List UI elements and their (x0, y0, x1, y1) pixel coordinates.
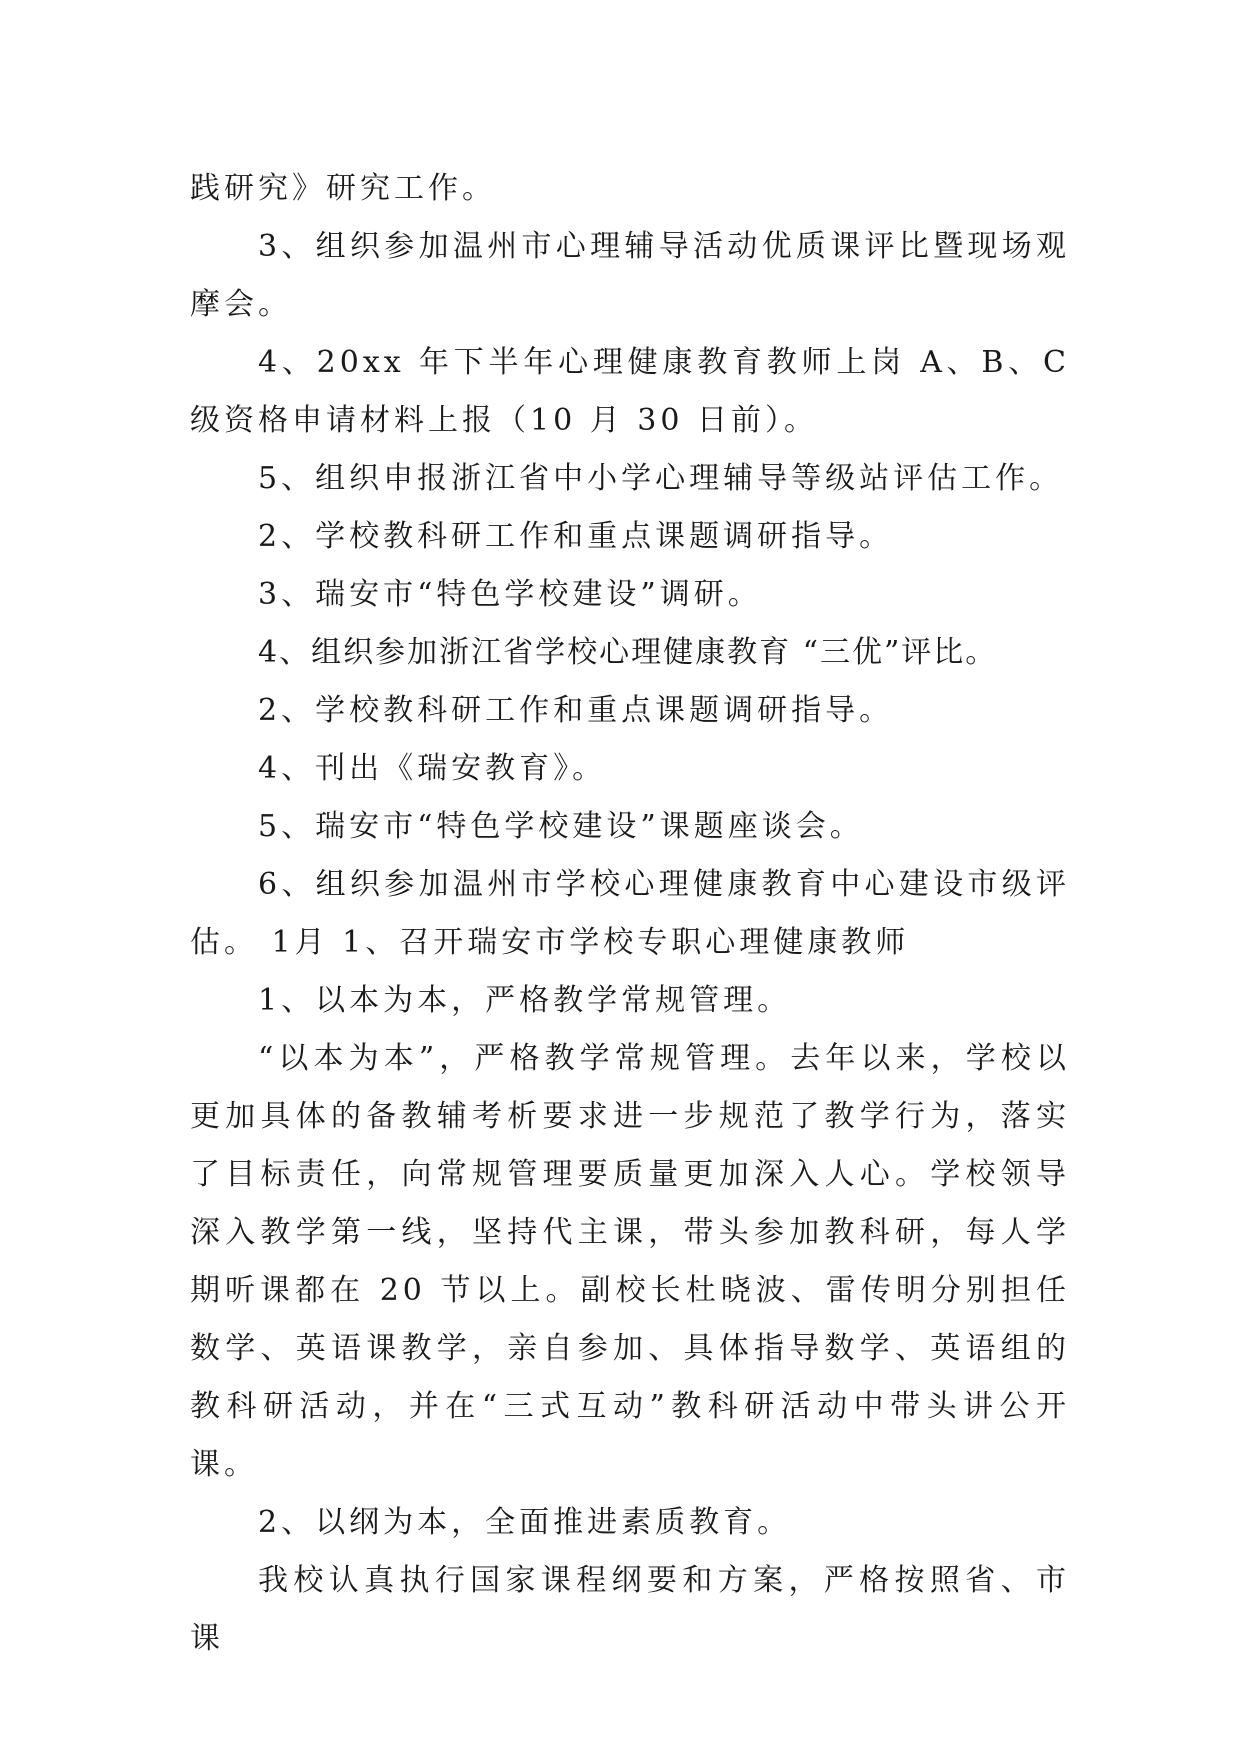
paragraph: 践研究》研究工作。 (190, 171, 496, 206)
paragraph: 5、组织申报浙江省中小学心理辅导等级站评估工作。 (258, 461, 1064, 496)
paragraph: 3、瑞安市“特色学校建设”调研。 (258, 577, 762, 612)
paragraph: 4、刊出《瑞安教育》。 (258, 751, 607, 786)
paragraph: “以本为本”，严格教学常规管理。去年以来，学校以更加具体的备教辅考析要求进一步规范了教学行为，落实了目标责任，向常规管理要质量更加深入人心。学校领导深入教学第一线，坚持代主课，带头参加教科研，每人学期听课都在 20 节以上。副校长杜晓波、雷传明分别担任数学、英语课教学，亲自参加、具体指导数学、英语组的教科研活动，并在“三式互动”教科研活动中带头讲公开课。 (190, 1041, 1070, 1482)
paragraph: 6、组织参加温州市学校心理健康教育中心建设市级评估。 1月 1、召开瑞安市学校专职心理健康教师 (190, 867, 1070, 960)
paragraph: 2、学校教科研工作和重点课题调研指导。 (258, 693, 894, 728)
paragraph: 4、20xx 年下半年心理健康教育教师上岗 A、B、C 级资格申请材料上报（10 月 30 日前）。 (190, 345, 1070, 438)
document-body (190, 160, 1070, 1668)
paragraph: 3、组织参加温州市心理辅导活动优质课评比暨现场观摩会。 (190, 229, 1070, 322)
paragraph: 4、组织参加浙江省学校心理健康教育 “三优”评比。 (258, 635, 998, 670)
paragraph: 1、以本为本，严格教学常规管理。 (258, 983, 792, 1018)
paragraph: 5、瑞安市“特色学校建设”课题座谈会。 (258, 809, 864, 844)
paragraph: 2、学校教科研工作和重点课题调研指导。 (258, 519, 894, 554)
paragraph: 我校认真执行国家课程纲要和方案，严格按照省、市课 (190, 1563, 1070, 1656)
paragraph: 2、以纲为本，全面推进素质教育。 (258, 1505, 792, 1540)
